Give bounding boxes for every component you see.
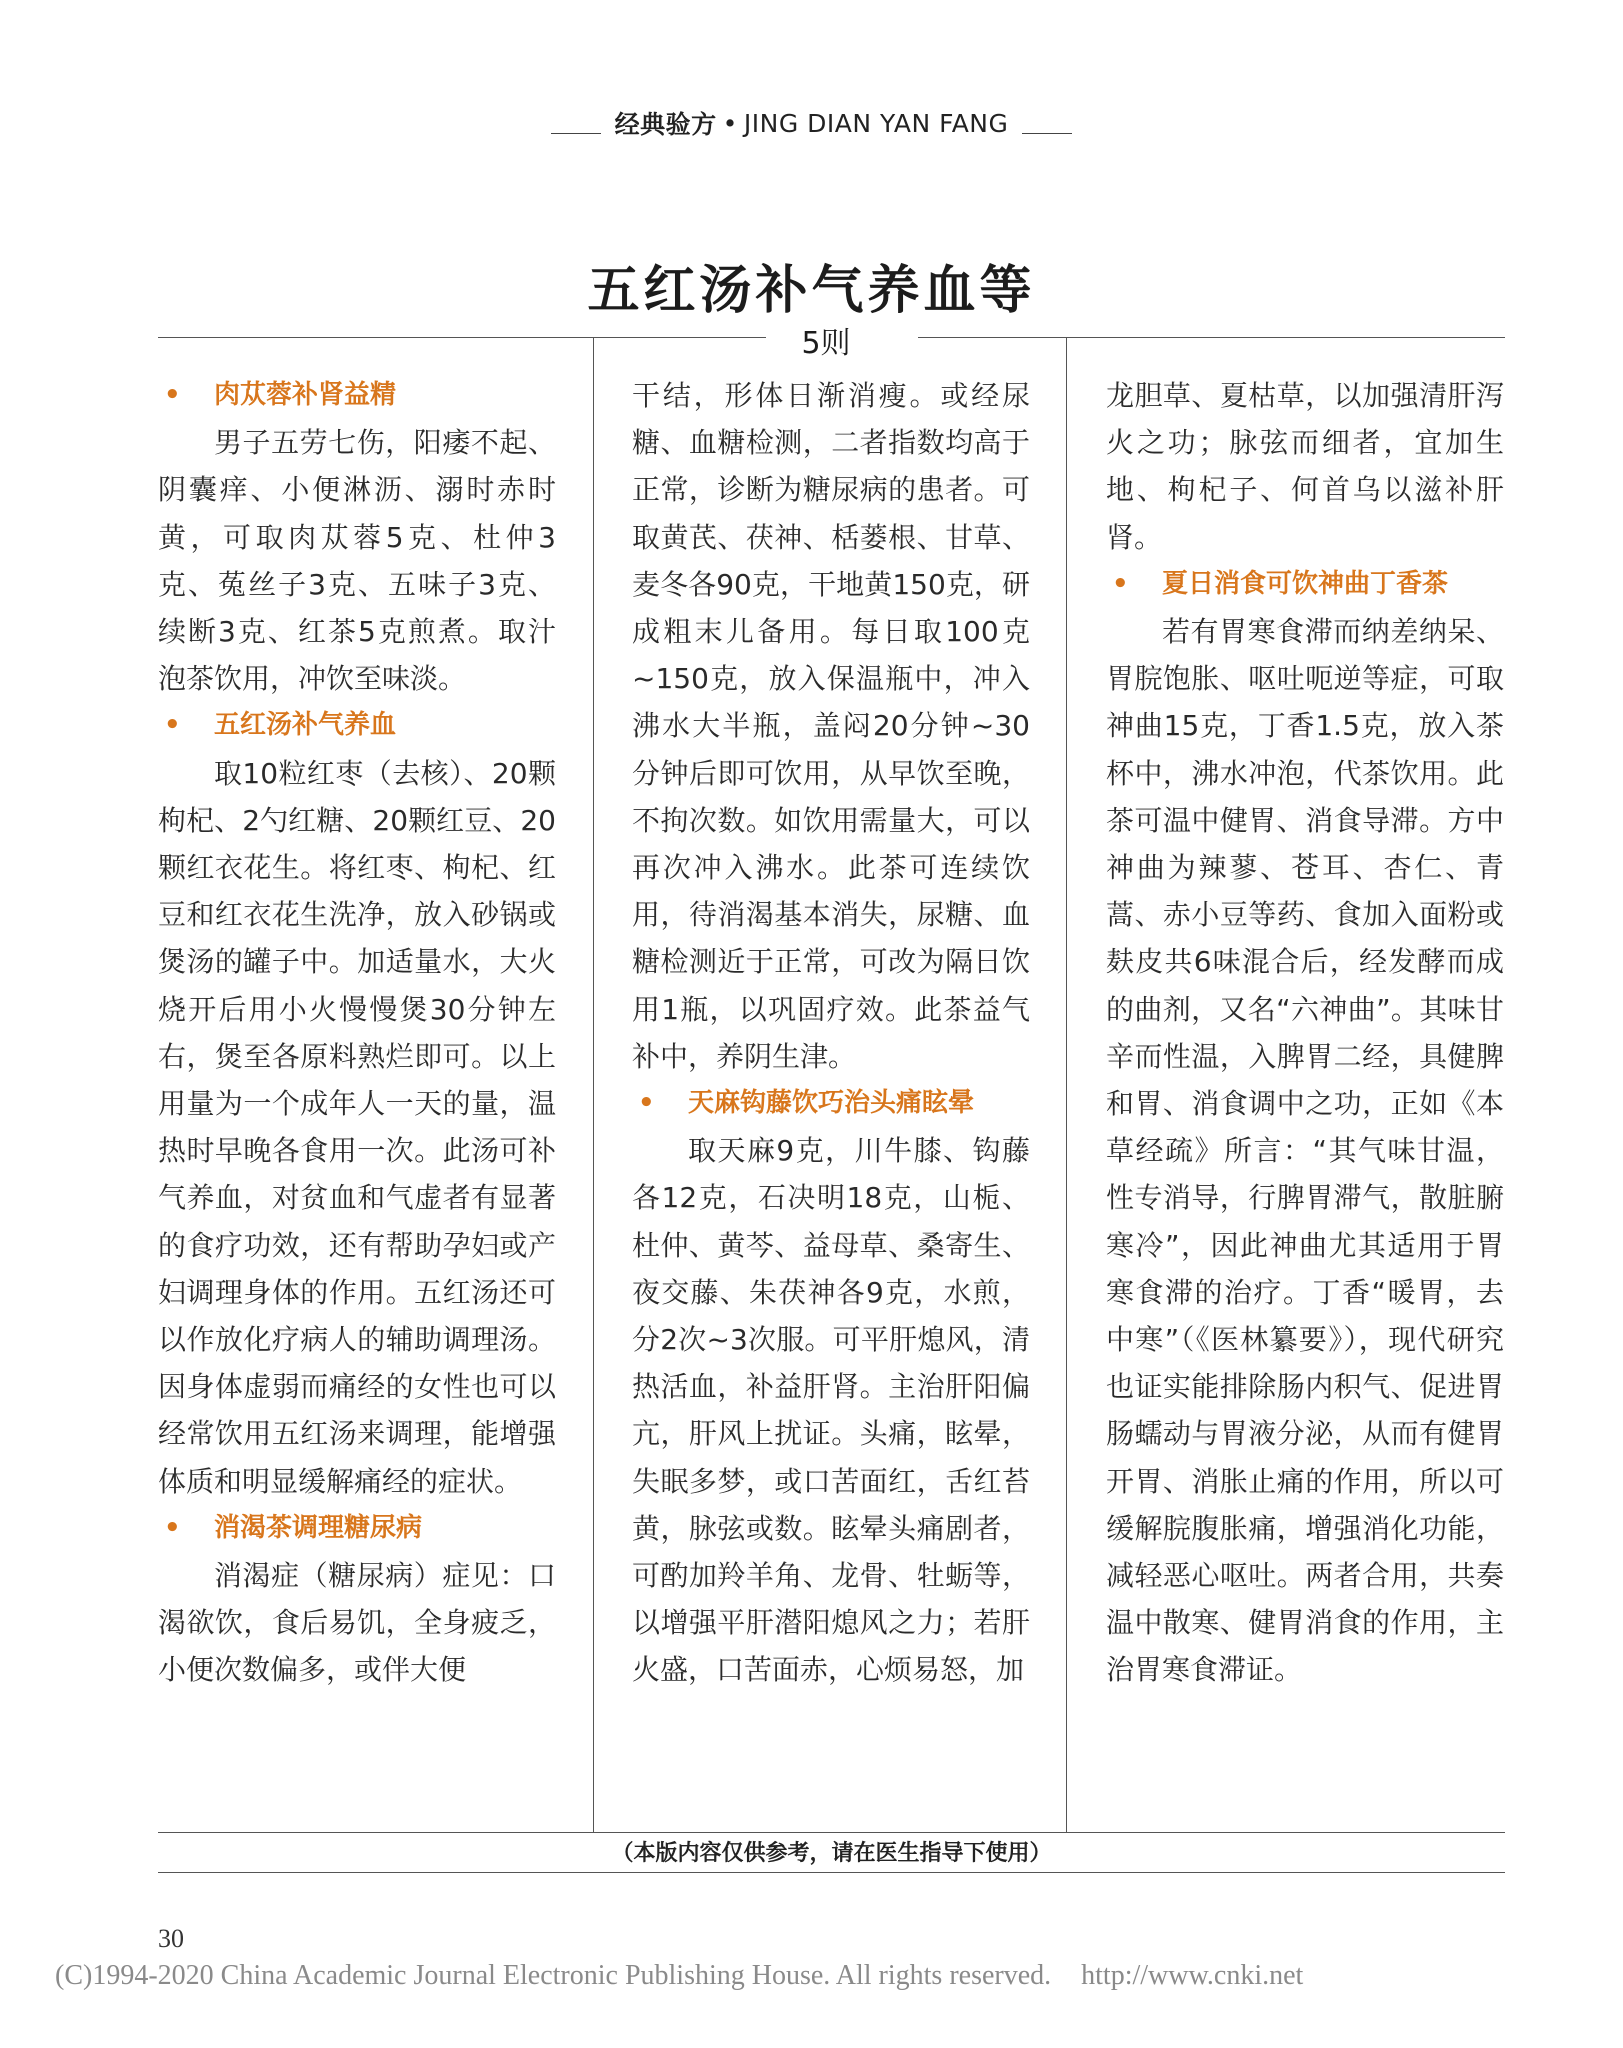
paragraph: 取天麻9克，川牛膝、钩藤各12克，石决明18克，山栀、杜仲、黄芩、益母草、桑寄生、夜交藤、朱茯神各9克，水煎，分2次~3次服。可平肝熄风，清热活血，补益肝肾。主治肝阳偏亢，肝风上扰证。头痛，眩晕，失眠多梦，或口苦面红，舌红苔黄，脉弦或数。眩晕头痛剧者，可酌加羚羊角、龙骨、牡蛎等，以增强平肝潜阳熄风之力；若肝火盛，口苦面赤，心烦易怒，加: [632, 1134, 1030, 1687]
bottom-rule-lower: [158, 1872, 1505, 1873]
bullet-icon: •: [1112, 568, 1129, 599]
column-divider-2: [1066, 337, 1067, 1832]
section-heading-text: 消渴茶调理糖尿病: [214, 1512, 423, 1543]
header-section-zh: 经典验方: [614, 110, 717, 139]
paragraph: 龙胆草、夏枯草，以加强清肝泻火之功；脉弦而细者，宜加生地、枸杞子、何首乌以滋补肝肾。: [1106, 379, 1504, 554]
disclaimer: （本版内容仅供参考，请在医生指导下使用）: [611, 1841, 1052, 1866]
copyright-text: (C)1994-2020 China Academic Journal Electronic Publishing House. All rights reserved.: [55, 1960, 1052, 1991]
copyright-url[interactable]: http://www.cnki.net: [1081, 1960, 1304, 1991]
section-heading: [158, 702, 556, 749]
bullet-icon: •: [164, 710, 181, 741]
bullet-icon: •: [638, 1088, 655, 1119]
running-header: [0, 105, 1623, 141]
top-rule-left: [158, 337, 766, 338]
section-heading-text: 夏日消食可饮神曲丁香茶: [1162, 568, 1449, 599]
section-heading: [1106, 561, 1504, 608]
section-heading-text: 天麻钩藤饮巧治头痛眩晕: [688, 1088, 975, 1119]
column-divider-1: [593, 337, 594, 1832]
header-section-en: JING DIAN YAN FANG: [743, 108, 1009, 138]
bottom-rule-upper: [158, 1832, 1505, 1833]
section-heading: [158, 1505, 556, 1552]
section-heading: [158, 372, 556, 419]
section-heading: [632, 1080, 1030, 1127]
column-2: [632, 372, 1030, 1694]
section-heading-text: 五红汤补气养血: [214, 710, 397, 741]
article-title: 五红汤补气养血等: [587, 261, 1036, 321]
article-subtitle: 5则: [801, 326, 851, 361]
copyright-footer: [55, 1960, 1555, 1992]
header-rule-right: [1022, 133, 1072, 134]
header-separator: •: [722, 108, 738, 138]
paragraph: 干结，形体日渐消瘦。或经尿糖、血糖检测，二者指数均高于正常，诊断为糖尿病的患者。可取黄芪、茯神、栝蒌根、甘草、麦冬各90克，干地黄150克，研成粗末儿备用。每日取100克~150克，放入保温瓶中，冲入沸水大半瓶，盖闷20分钟~30分钟后即可饮用，从早饮至晚，不拘次数。如饮用需量大，可以再次冲入沸水。此茶可连续饮用，待消渴基本消失，尿糖、血糖检测近于正常，可改为隔日饮用1瓶，以巩固疗效。此茶益气补中，养阴生津。: [632, 379, 1030, 1073]
column-1: [158, 372, 556, 1694]
page-number: 30: [158, 1924, 184, 1953]
paragraph: 取10粒红枣（去核）、20颗枸杞、2勺红糖、20颗红豆、20颗红衣花生。将红枣、枸杞、红豆和红衣花生洗净，放入砂锅或煲汤的罐子中。加适量水，大火烧开后用小火慢慢煲30分钟左右，煲至各原料熟烂即可。以上用量为一个成年人一天的量，温热时早晚各食用一次。此汤可补气养血，对贫血和气虚者有显著的食疗功效，还有帮助孕妇或产妇调理身体的作用。五红汤还可以作放化疗病人的辅助调理汤。因身体虚弱而痛经的女性也可以经常饮用五红汤来调理，能增强体质和明显缓解痛经的症状。: [158, 756, 556, 1498]
bullet-icon: •: [164, 380, 181, 410]
bullet-icon: •: [164, 1512, 181, 1543]
section-heading-text: 肉苁蓉补肾益精: [214, 380, 397, 410]
paragraph: 若有胃寒食滞而纳差纳呆、胃脘饱胀、呕吐呃逆等症，可取神曲15克，丁香1.5克，放入茶杯中，沸水冲泡，代茶饮用。此茶可温中健胃、消食导滞。方中神曲为辣蓼、苍耳、杏仁、青蒿、赤小豆等药、食加入面粉或麸皮共6味混合后，经发酵而成的曲剂，又名“六神曲”。其味甘辛而性温，入脾胃二经，具健脾和胃、消食调中之功，正如《本草经疏》所言：“其气味甘温，性专消导，行脾胃滞气，散脏腑寒冷”，因此神曲尤其适用于胃寒食滞的治疗。丁香“暖胃，去中寒”（《医林纂要》），现代研究也证实能排除肠内积气、促进胃肠蠕动与胃液分泌，从而有健胃开胃、消胀止痛的作用，所以可缓解脘腹胀痛，增强消化功能，减轻恶心呕吐。两者合用，共奏温中散寒、健胃消食的作用，主治胃寒食滞证。: [1106, 615, 1504, 1687]
column-3: [1106, 372, 1504, 1694]
paragraph: 男子五劳七伤，阳痿不起、阴囊痒、小便淋沥、溺时赤时黄，可取肉苁蓉5克、杜仲3克、菟丝子3克、五味子3克、续断3克、红茶5克煎煮。取汁泡茶饮用，冲饮至味淡。: [158, 426, 556, 696]
top-rule-right: [918, 337, 1505, 338]
header-rule-left: [551, 133, 601, 134]
paragraph: 消渴症（糖尿病）症见：口渴欲饮，食后易饥，全身疲乏，小便次数偏多，或伴大便: [158, 1559, 556, 1687]
